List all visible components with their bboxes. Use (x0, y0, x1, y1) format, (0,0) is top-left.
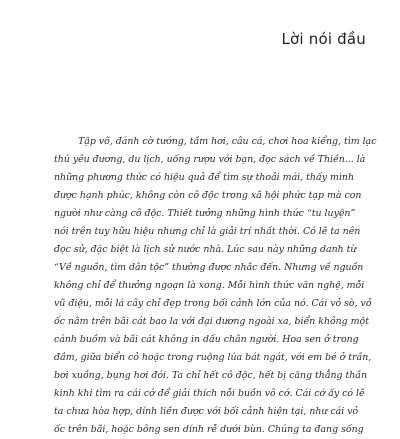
paragraph-line: những phương thức có hiệu quả để tìm sự thoải mái, thấy mình (54, 172, 354, 183)
paragraph-line: vũ điệu, mỗi lá cây chỉ đẹp trong bối cảnh lớn của nó. Cái vỏ sò, vỏ (54, 298, 372, 309)
paragraph-line: “Về nguồn, tìm dân tộc” thường được nhắc đến. Nhưng về nguồn (54, 262, 364, 273)
paragraph-line: được hạnh phúc, không còn cô độc trong xã hội phức tạp mà con (54, 190, 362, 201)
paragraph-line: cánh buồm và bãi cát không in dấu chân người. Hoa sen ở trong (54, 334, 359, 345)
paragraph-line: đọc sử, đặc biệt là lịch sử nước nhà. Lúc sau này những danh từ (54, 244, 357, 255)
paragraph-line: người như càng cô độc. Thiết tưởng những hình thức “tu luyện” (54, 208, 356, 219)
paragraph-line: kinh khi tìm ra cái cớ để giải thích nỗi buồn vô cớ. Cái cớ ấy có lẽ (54, 388, 365, 399)
paragraph-line: ốc nằm trên bãi cát bao la với đại dương ngoài xa, biển không một (54, 316, 369, 327)
paragraph-line: ốc trên bãi, hoặc bông sen dính rễ dưới bùn. Chúng ta đang sống (54, 424, 364, 435)
paragraph-line: thú yêu đương, du lịch, uống rượu với bạn, đọc sách về Thiền... là (54, 154, 366, 165)
body-paragraph (54, 133, 377, 439)
paragraph-line: nói trên tuy hữu hiệu nhưng chỉ là giải trí nhất thời. Có lẽ ta nên (54, 226, 361, 237)
paragraph-line: không chỉ để thưởng ngoạn là xong. Mỗi hình thức văn nghệ, mỗi (54, 280, 365, 291)
paragraph-line: bơi xuồng, bụng hơi đói. Ta chỉ hết cô độc, hết bị căng thẳng thần (54, 370, 368, 381)
paragraph-line: đầm, giữa biển cỏ hoặc trong ruộng lúa bát ngát, với em bé ở trần, (54, 352, 372, 363)
paragraph-line: Tập võ, đánh cờ tướng, tầm hơi, câu cá, chơi hoa kiểng, tìm lạc (78, 136, 377, 147)
paragraph-line: ta chưa hòa hợp, dính liền được với bối cảnh hiện tại, như cái vỏ (54, 406, 359, 417)
page-heading: Lời nói đầu (281, 30, 366, 48)
